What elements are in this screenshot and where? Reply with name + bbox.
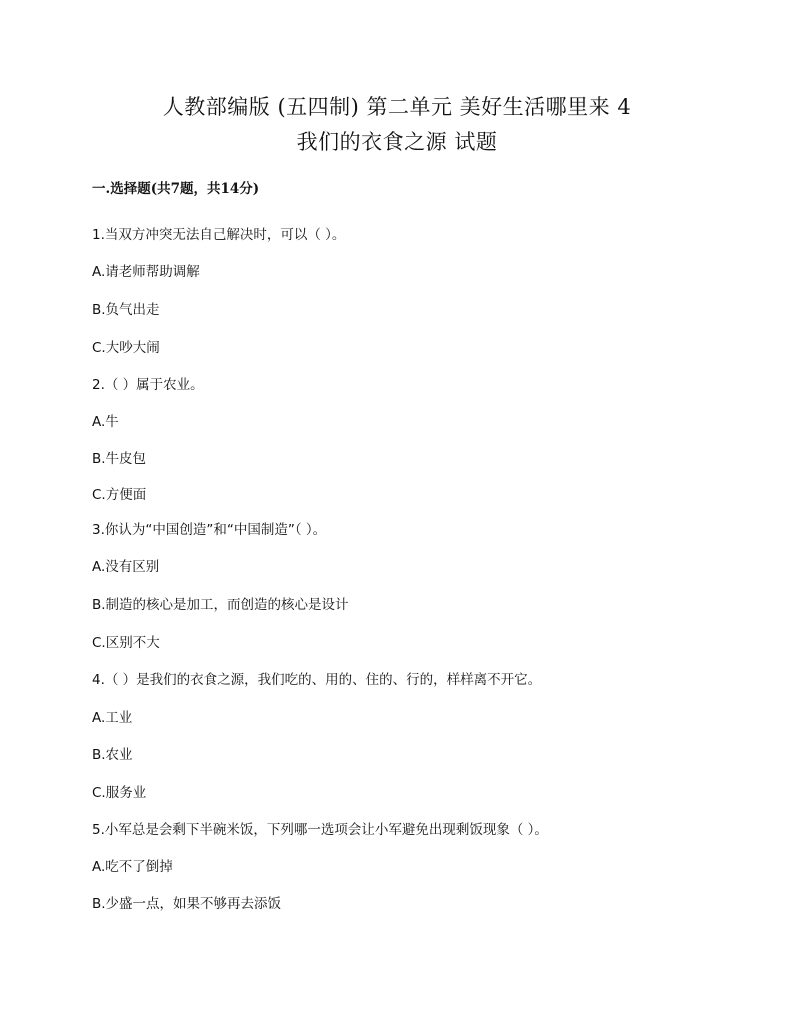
question-1-option-a: A.请老师帮助调解 <box>92 264 200 280</box>
question-2-option-a: A.牛 <box>92 414 119 430</box>
question-4-option-a: A.工业 <box>92 710 133 726</box>
question-5-option-b: B.少盛一点，如果不够再去添饭 <box>92 896 282 912</box>
question-4-option-c: C.服务业 <box>92 785 147 801</box>
question-3-option-c: C.区别不大 <box>92 635 160 651</box>
question-5-option-a: A.吃不了倒掉 <box>92 859 173 875</box>
question-3-option-b: B.制造的核心是加工，而创造的核心是设计 <box>92 597 349 613</box>
question-2-option-b: B.牛皮包 <box>92 451 147 467</box>
document-title-line-2: 我们的衣食之源 试题 <box>296 130 498 154</box>
question-3-stem: 3.你认为“中国创造”和“中国制造”（ ）。 <box>92 522 327 538</box>
question-4-stem: 4.（ ）是我们的衣食之源，我们吃的、用的、住的、行的，样样离不开它。 <box>92 672 542 688</box>
question-1-option-c: C.大吵大闹 <box>92 340 160 356</box>
question-1-stem: 1.当双方冲突无法自己解决时，可以（ ）。 <box>92 227 346 243</box>
question-4-option-b: B.农业 <box>92 747 133 763</box>
question-2-option-c: C.方便面 <box>92 487 147 503</box>
question-1-option-b: B.负气出走 <box>92 302 160 318</box>
question-2-stem: 2.（ ）属于农业。 <box>92 377 204 393</box>
question-5-stem: 5.小军总是会剩下半碗米饭，下列哪一选项会让小军避免出现剩饭现象（ ）。 <box>92 822 548 838</box>
question-3-option-a: A.没有区别 <box>92 559 160 575</box>
section-heading: 一.选择题(共7题，共14分) <box>92 181 260 197</box>
document-title-line-1: 人教部编版 (五四制) 第二单元 美好生活哪里来 4 <box>162 95 632 119</box>
